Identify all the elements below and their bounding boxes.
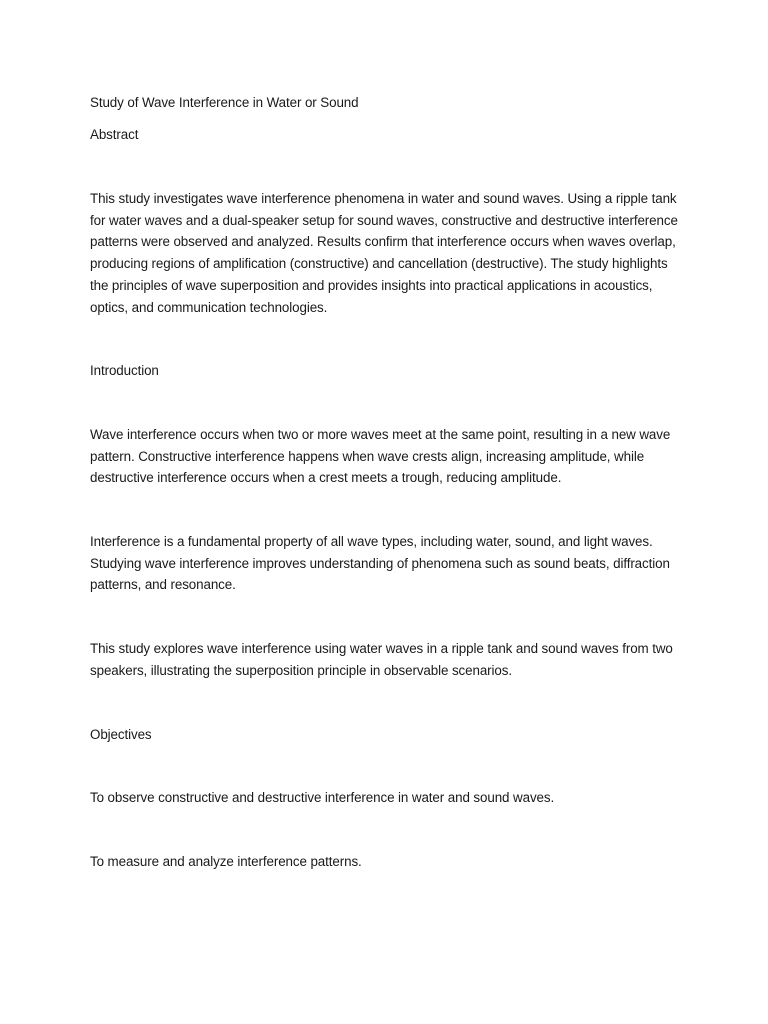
- document-body: [90, 92, 682, 873]
- introduction-heading: Introduction: [90, 363, 159, 379]
- introduction-paragraph: Interference is a fundamental property of all wave types, including water, sound, and light waves. Studying wave interference improves understanding of phenomena such as sound beats, diffraction patterns, and resonance.: [90, 534, 670, 593]
- abstract-paragraph: This study investigates wave interference phenomena in water and sound waves. Using a ripple tank for water waves and a dual-speaker setup for sound waves, constructive and destructive interference patterns were observed and analyzed. Results confirm that interference occurs when waves overlap, producing regions of amplification (constructive) and cancellation (destructive). The study highlights the principles of wave superposition and provides insights into practical applications in acoustics, optics, and communication technologies.: [90, 191, 678, 315]
- abstract-heading: Abstract: [90, 127, 139, 143]
- document-title: Study of Wave Interference in Water or Sound: [90, 95, 359, 110]
- introduction-paragraph: Wave interference occurs when two or more waves meet at the same point, resulting in a new wave pattern. Constructive interference happens when wave crests align, increasing amplitude, while destructive interference occurs when a crest meets a trough, reducing amplitude.: [90, 426, 671, 486]
- objective-item: To measure and analyze interference patterns.: [90, 853, 362, 869]
- objective-item: To observe constructive and destructive interference in water and sound waves.: [90, 790, 555, 806]
- introduction-paragraph: This study explores wave interference using water waves in a ripple tank and sound waves from two speakers, illustrating the superposition principle in observable scenarios.: [90, 641, 673, 678]
- objectives-heading: Objectives: [90, 726, 152, 742]
